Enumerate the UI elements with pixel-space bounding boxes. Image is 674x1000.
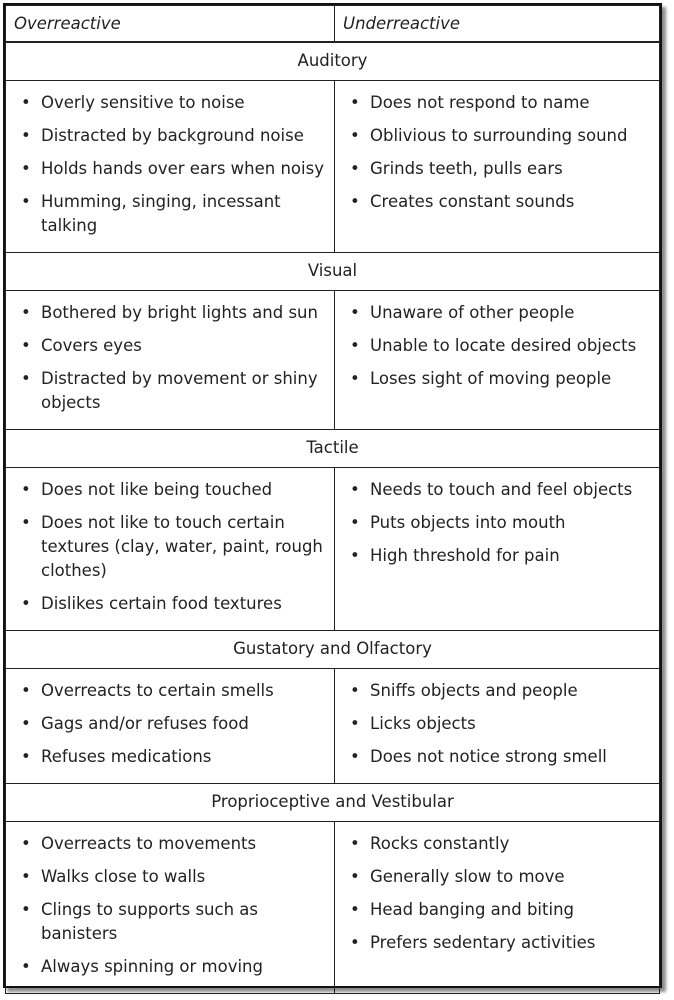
- symptom-item: • High threshold for pain: [348, 544, 652, 568]
- overreactive-cell: [6, 468, 335, 631]
- symptom-item: • Dislikes certain food textures: [19, 592, 327, 616]
- symptom-item: • Prefers sedentary activities: [348, 931, 652, 955]
- section-content-row: [6, 669, 660, 784]
- header-underreactive: Underreactive: [335, 6, 660, 42]
- symptom-list: [336, 469, 658, 581]
- symptom-item: • Grinds teeth, pulls ears: [348, 157, 652, 181]
- sensory-sections: [5, 42, 660, 994]
- section-title-row: [6, 784, 660, 822]
- symptom-item: • Creates constant sounds: [348, 190, 652, 214]
- symptom-item: • Loses sight of moving people: [348, 367, 652, 391]
- symptom-item: • Licks objects: [348, 712, 652, 736]
- symptom-item: • Oblivious to surrounding sound: [348, 124, 652, 148]
- symptom-list: [336, 670, 658, 782]
- symptom-item: • Walks close to walls: [19, 865, 327, 889]
- header-row: [6, 6, 660, 42]
- underreactive-cell: [335, 822, 660, 994]
- symptom-item: • Puts objects into mouth: [348, 511, 652, 535]
- underreactive-cell: [335, 81, 660, 253]
- symptom-list: [7, 82, 333, 251]
- symptom-item: • Rocks constantly: [348, 832, 652, 856]
- symptom-item: • Head banging and biting: [348, 898, 652, 922]
- symptom-item: • Generally slow to move: [348, 865, 652, 889]
- section-content-row: [6, 468, 660, 631]
- symptom-item: • Distracted by movement or shiny objects: [19, 367, 327, 415]
- overreactive-cell: [6, 669, 335, 784]
- symptom-item: • Overly sensitive to noise: [19, 91, 327, 115]
- section-title-gustatory-and-olfactory: Gustatory and Olfactory: [6, 631, 660, 669]
- symptom-item: • Overreacts to certain smells: [19, 679, 327, 703]
- symptom-item: • Gags and/or refuses food: [19, 712, 327, 736]
- sensory-table: [5, 5, 660, 42]
- symptom-item: • Holds hands over ears when noisy: [19, 157, 327, 181]
- section-title-proprioceptive-and-vestibular: Proprioceptive and Vestibular: [6, 784, 660, 822]
- symptom-item: • Covers eyes: [19, 334, 327, 358]
- underreactive-cell: [335, 468, 660, 631]
- overreactive-cell: [6, 822, 335, 994]
- underreactive-cell: [335, 669, 660, 784]
- overreactive-cell: [6, 81, 335, 253]
- header-overreactive: Overreactive: [6, 6, 335, 42]
- symptom-item: • Needs to touch and feel objects: [348, 478, 652, 502]
- symptom-list: [7, 292, 333, 428]
- symptom-list: [336, 82, 658, 227]
- symptom-item: • Does not respond to name: [348, 91, 652, 115]
- section-title-row: [6, 430, 660, 468]
- symptom-item: • Bothered by bright lights and sun: [19, 301, 327, 325]
- symptom-list: [336, 823, 658, 968]
- section-content-row: [6, 81, 660, 253]
- overreactive-cell: [6, 291, 335, 430]
- symptom-item: • Unable to locate desired objects: [348, 334, 652, 358]
- symptom-item: • Clings to supports such as banisters: [19, 898, 327, 946]
- symptom-item: • Does not like to touch certain textures (clay, water, paint, rough clothes): [19, 511, 327, 583]
- sensory-table-frame: [3, 3, 662, 988]
- symptom-list: [7, 670, 333, 782]
- symptom-item: • Does not like being touched: [19, 478, 327, 502]
- symptom-list: [7, 469, 333, 629]
- section-title-row: [6, 253, 660, 291]
- section-content-row: [6, 822, 660, 994]
- section-title-row: [6, 631, 660, 669]
- symptom-item: • Distracted by background noise: [19, 124, 327, 148]
- underreactive-cell: [335, 291, 660, 430]
- symptom-item: • Sniffs objects and people: [348, 679, 652, 703]
- symptom-item: • Always spinning or moving: [19, 955, 327, 979]
- section-title-tactile: Tactile: [6, 430, 660, 468]
- symptom-item: • Does not notice strong smell: [348, 745, 652, 769]
- symptom-list: [7, 823, 333, 992]
- symptom-item: • Humming, singing, incessant talking: [19, 190, 327, 238]
- section-title-visual: Visual: [6, 253, 660, 291]
- symptom-item: • Refuses medications: [19, 745, 327, 769]
- section-title-auditory: Auditory: [6, 43, 660, 81]
- section-title-row: [6, 43, 660, 81]
- symptom-item: • Unaware of other people: [348, 301, 652, 325]
- symptom-item: • Overreacts to movements: [19, 832, 327, 856]
- symptom-list: [336, 292, 658, 404]
- section-content-row: [6, 291, 660, 430]
